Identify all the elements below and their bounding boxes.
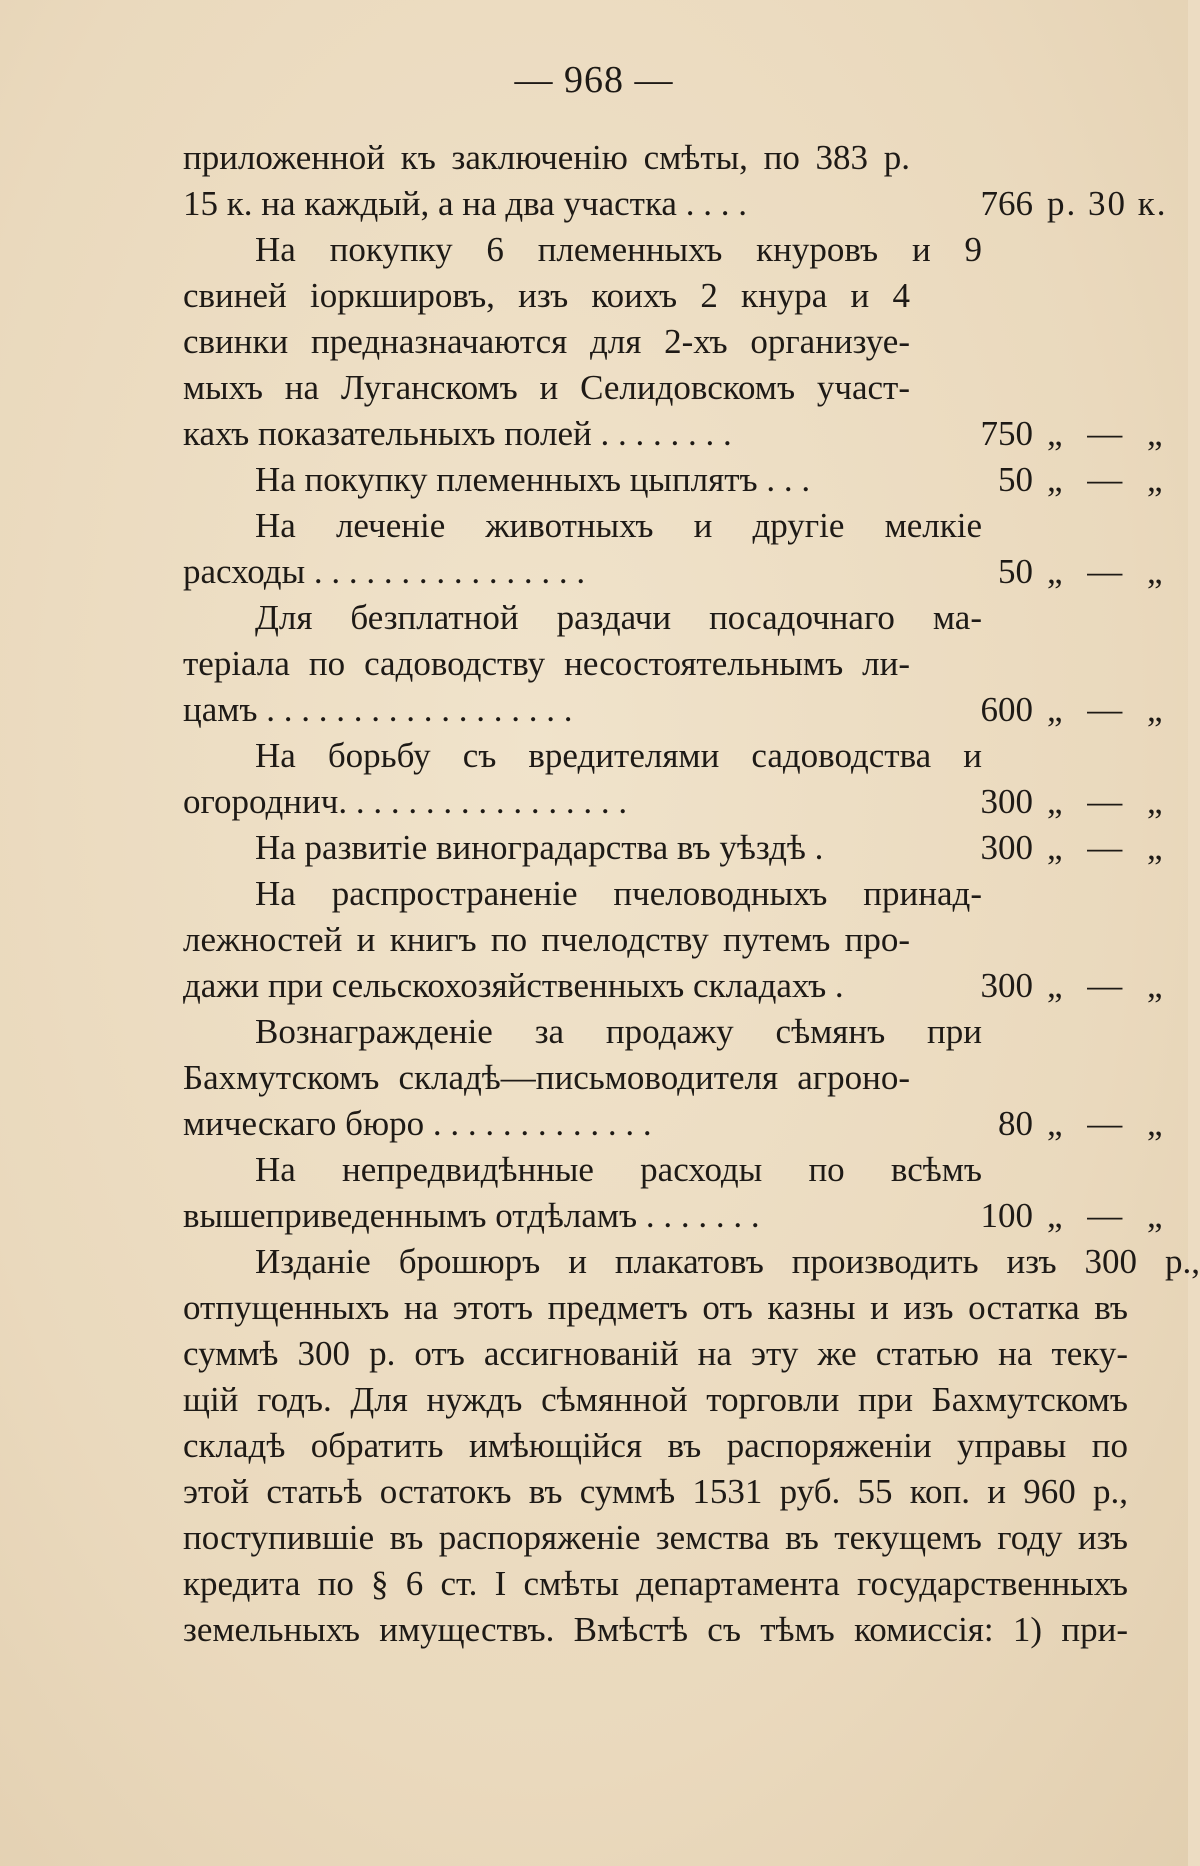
amount-value: 50 [998, 460, 1033, 499]
amount-unit: „ — „ [1047, 1104, 1171, 1143]
text-line [183, 871, 1128, 917]
line-text: огороднич. . . . . . . . . . . . . . . . . [183, 782, 628, 821]
paragraph-text: складѣ обратить имѣющійся въ распоряженіи управы по [183, 1426, 1128, 1465]
paragraph-text: суммѣ 300 р. отъ ассигнованій на эту же статью на теку- [183, 1334, 1128, 1373]
amount [941, 1101, 1171, 1147]
amount-unit: „ — „ [1047, 782, 1171, 821]
line-text: На распространеніе пчеловодныхъ принад- [255, 874, 982, 913]
text-line [183, 825, 1171, 871]
text-line [183, 595, 1128, 641]
amount-unit: „ — „ [1047, 1196, 1171, 1235]
amount-unit: „ — „ [1047, 552, 1171, 591]
amount [941, 825, 1171, 871]
text-line [183, 1147, 1128, 1193]
text-line [183, 917, 1128, 963]
amount [941, 457, 1171, 503]
amount [941, 1193, 1171, 1239]
amount-unit: р. 30 к. [1047, 184, 1168, 223]
line-text: дажи при сельскохозяйственныхъ складахъ . [183, 966, 844, 1005]
text-line [183, 411, 1171, 457]
amount-unit: „ — „ [1047, 690, 1171, 729]
text-line [183, 779, 1171, 825]
line-text: Вознагражденіе за продажу сѣмянъ при [255, 1012, 982, 1051]
text-line [183, 181, 1168, 227]
text-line [183, 273, 1128, 319]
amount-value: 300 [980, 828, 1033, 867]
line-text: свинки предназначаются для 2-хъ организуе- [183, 322, 910, 361]
amount [941, 181, 1168, 227]
paragraph-text: Изданіе брошюръ и плакатовъ производить изъ 300 р., [255, 1242, 1200, 1281]
show-through-text [1128, 130, 1188, 1230]
amount-value: 50 [998, 552, 1033, 591]
text-line [183, 963, 1171, 1009]
line-text: свиней іоркшировъ, изъ коихъ 2 кнура и 4 [183, 276, 910, 315]
text-line [183, 319, 1128, 365]
text-line [183, 365, 1128, 411]
amount [941, 687, 1171, 733]
paragraph-text: щій годъ. Для нуждъ сѣмянной торговли при Бахмутскомъ [183, 1380, 1128, 1419]
line-text: На покупку 6 племенныхъ кнуровъ и 9 [255, 230, 982, 269]
paragraph-line [183, 1285, 1128, 1331]
line-text: расходы . . . . . . . . . . . . . . . . [183, 552, 586, 591]
line-text: На покупку племенныхъ цыплятъ . . . [255, 460, 811, 499]
amount-unit: „ — „ [1047, 828, 1171, 867]
paragraph-text: этой статьѣ остатокъ въ суммѣ 1531 руб. 55 коп. и 960 р., [183, 1472, 1128, 1511]
paragraph-text: поступившіе въ распоряженіе земства въ текущемъ году изъ [183, 1518, 1128, 1557]
text-line [183, 733, 1128, 779]
document-body [183, 135, 1200, 1653]
text-line [183, 227, 1128, 273]
text-line [183, 641, 1128, 687]
line-text: мическаго бюро . . . . . . . . . . . . . [183, 1104, 652, 1143]
line-text: Для безплатной раздачи посадочнаго ма- [255, 598, 982, 637]
amount-value: 600 [980, 690, 1033, 729]
line-text: теріала по садоводству несостоятельнымъ ли- [183, 644, 910, 683]
amount-value: 300 [980, 966, 1033, 1005]
text-line [183, 1055, 1128, 1101]
paragraph-line [183, 1377, 1128, 1423]
paragraph-line [183, 1239, 1200, 1285]
line-text: На борьбу съ вредителями садоводства и [255, 736, 982, 775]
text-line [183, 1009, 1128, 1055]
line-text: вышеприведеннымъ отдѣламъ . . . . . . . [183, 1196, 760, 1235]
amount-unit: „ — „ [1047, 966, 1171, 1005]
text-line [183, 1101, 1171, 1147]
line-text: мыхъ на Луганскомъ и Селидовскомъ участ- [183, 368, 910, 407]
paragraph-line [183, 1331, 1128, 1377]
paragraph-line [183, 1607, 1128, 1653]
paragraph-line [183, 1469, 1128, 1515]
text-line [183, 135, 1128, 181]
text-line [183, 503, 1128, 549]
line-text: На непредвидѣнные расходы по всѣмъ [255, 1150, 982, 1189]
text-line [183, 457, 1171, 503]
page-number: — 968 — [514, 59, 674, 101]
line-text: лежностей и книгъ по пчелодству путемъ про- [183, 920, 910, 959]
paragraph-line [183, 1561, 1128, 1607]
text-line [183, 687, 1171, 733]
amount-value: 100 [980, 1196, 1033, 1235]
amount [941, 779, 1171, 825]
amount-value: 80 [998, 1104, 1033, 1143]
paragraph-line [183, 1423, 1128, 1469]
amount-value: 766 [980, 184, 1033, 223]
amount [941, 411, 1171, 457]
paragraph-line [183, 1515, 1128, 1561]
text-line [183, 549, 1171, 595]
text-line [183, 1193, 1171, 1239]
line-text: приложенной къ заключенію смѣты, по 383 р. [183, 138, 910, 177]
paragraph-text: земельныхъ имуществъ. Вмѣстѣ съ тѣмъ комиссія: 1) при- [183, 1610, 1128, 1649]
amount [941, 549, 1171, 595]
amount-unit: „ — „ [1047, 414, 1171, 453]
line-text: кахъ показательныхъ полей . . . . . . . . [183, 414, 732, 453]
amount-value: 750 [980, 414, 1033, 453]
line-text: На развитіе виноградарства въ уѣздѣ . [255, 828, 824, 867]
amount-unit: „ — „ [1047, 460, 1171, 499]
paragraph-text: кредита по § 6 ст. I смѣты департамента государственныхъ [183, 1564, 1128, 1603]
amount-value: 300 [980, 782, 1033, 821]
paragraph-text: отпущенныхъ на этотъ предметъ отъ казны и изъ остатка въ [183, 1288, 1128, 1327]
line-text: На леченіе животныхъ и другіе мелкіе [255, 506, 982, 545]
line-text: Бахмутскомъ складѣ—письмоводителя агроно- [183, 1058, 910, 1097]
line-text: цамъ . . . . . . . . . . . . . . . . . . [183, 690, 573, 729]
amount [941, 963, 1171, 1009]
line-text: 15 к. на каждый, а на два участка . . . . [183, 184, 747, 223]
